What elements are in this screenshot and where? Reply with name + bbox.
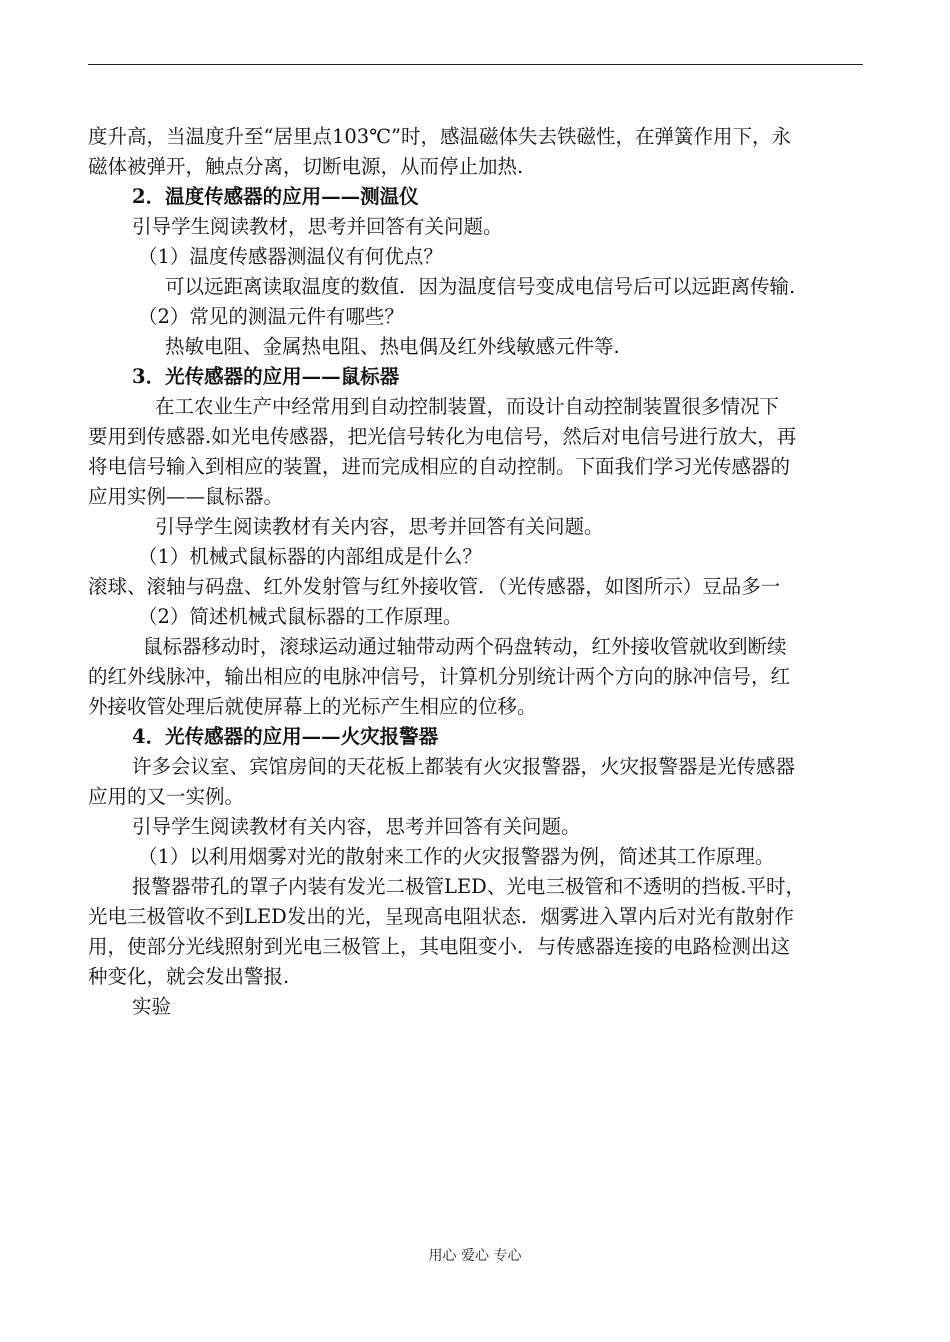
text-line: 磁体被弹开，触点分离，切断电源，从而停止加热. — [88, 155, 524, 178]
question: （2）常见的测温元件有哪些？ — [138, 305, 404, 328]
answer: 鼠标器移动时，滚球运动通过轴带动两个码盘转动，红外接收管就收到断续 — [143, 635, 787, 658]
text-line: 应用的又一实例。 — [88, 785, 245, 808]
section-heading: 2．温度传感器的应用——测温仪 — [132, 185, 419, 208]
text-line: 度升高，当温度升至“居里点103℃”时，感温磁体失去铁磁性，在弹簧作用下，永 — [88, 125, 791, 148]
answer: 报警器带孔的罩子内装有发光二极管LED、光电三极管和不透明的挡板.平时， — [132, 875, 806, 898]
section-heading: 3．光传感器的应用——鼠标器 — [132, 365, 400, 388]
question: （1）温度传感器测温仪有何优点？ — [138, 245, 443, 268]
text-line: 引导学生阅读教材有关内容，思考并回答有关问题。 — [132, 815, 581, 838]
answer: 热敏电阻、金属热电阻、热电偶及红外线敏感元件等. — [165, 335, 620, 358]
text-line: 在工农业生产中经常用到自动控制装置，而设计自动控制装置很多情况下 — [155, 395, 780, 418]
text-line: 用，使部分光线照射到光电三极管上，其电阻变小．与传感器连接的电路检测出这 — [88, 935, 791, 958]
text-line: 引导学生阅读教材，思考并回答有关问题。 — [132, 215, 503, 238]
text-line: 的红外线脉冲，输出相应的电脉冲信号，计算机分别统计两个方向的脉冲信号，红 — [88, 665, 791, 688]
text-line: 种变化，就会发出警报. — [88, 965, 290, 988]
text-line: 光电三极管收不到LED发出的光，呈现高电阻状态．烟雾进入罩内后对光有散射作 — [88, 905, 794, 928]
header-rule — [88, 64, 863, 65]
text-line: 将电信号输入到相应的装置，进而完成相应的自动控制。下面我们学习光传感器的 — [88, 455, 791, 478]
text-line: 实验 — [132, 995, 172, 1018]
question: （1）机械式鼠标器的内部组成是什么？ — [138, 545, 482, 568]
text-line: 引导学生阅读教材有关内容，思考并回答有关问题。 — [155, 515, 604, 538]
page-footer: 用心 爱心 专心 — [428, 1248, 522, 1264]
question: （1）以利用烟雾对光的散射来工作的火灾报警器为例，简述其工作原理。 — [138, 845, 775, 868]
text-line: 外接收管处理后就使屏幕上的光标产生相应的位移。 — [88, 695, 537, 718]
answer: 可以远距离读取温度的数值．因为温度信号变成电信号后可以远距离传输. — [165, 275, 796, 298]
question: （2）简述机械式鼠标器的工作原理。 — [138, 605, 463, 628]
text-line: 要用到传感器.如光电传感器，把光信号转化为电信号，然后对电信号进行放大，再 — [88, 425, 797, 448]
answer: 滚球、滚轴与码盘、红外发射管与红外接收管．（光传感器，如图所示）豆品多一 — [88, 575, 781, 598]
text-line: 许多会议室、宾馆房间的天花板上都装有火灾报警器，火灾报警器是光传感器 — [132, 755, 796, 778]
text-line: 应用实例——鼠标器。 — [88, 485, 284, 508]
section-heading: 4．光传感器的应用——火灾报警器 — [132, 725, 439, 748]
